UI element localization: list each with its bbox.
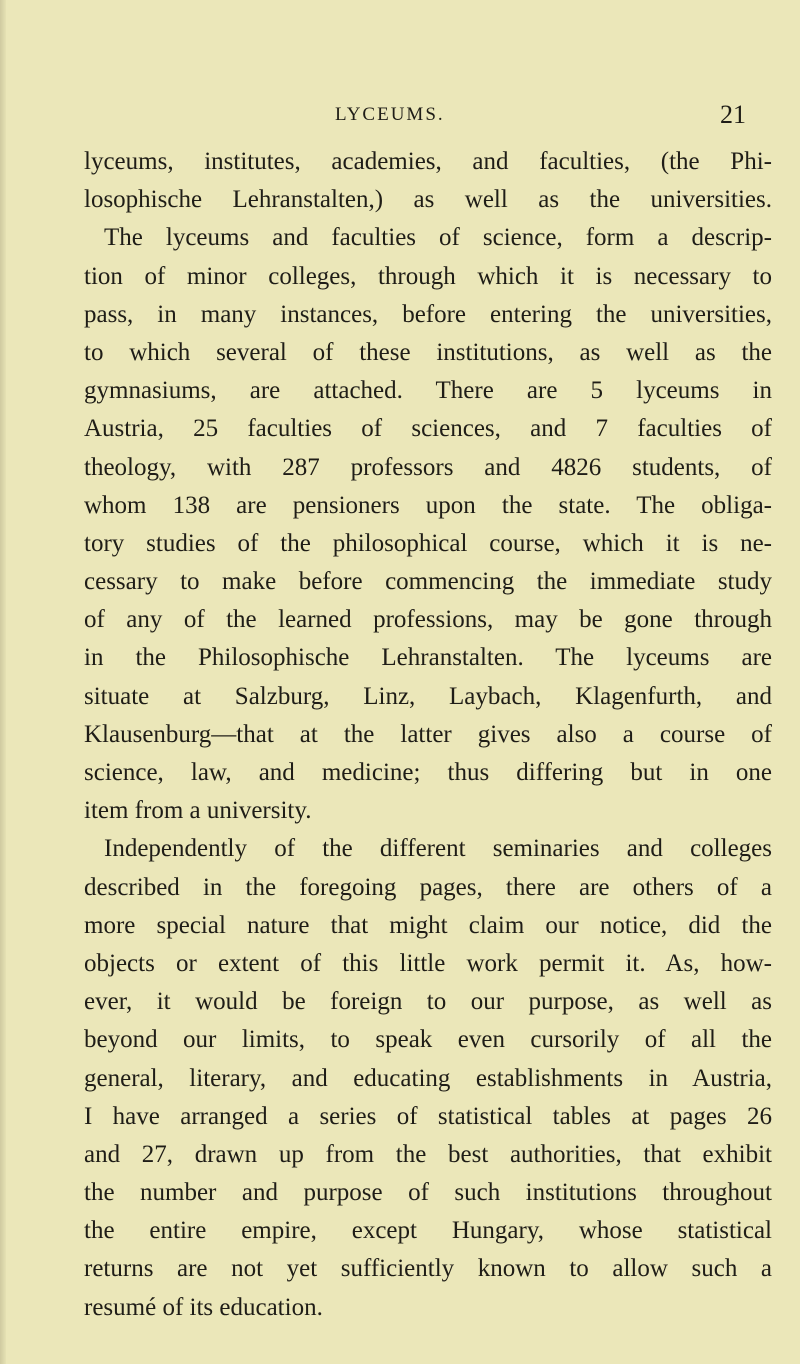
text-line: lyceums, institutes, academies, and faculties, (the Phi- (84, 148, 772, 175)
text-line: Austria, 25 faculties of sciences, and 7 faculties of (84, 415, 772, 443)
text-line: I have arranged a series of statistical tables at pages 26 (84, 1102, 772, 1130)
text-line: described in the foregoing pages, there are others of a (84, 873, 772, 901)
text-line: tion of minor colleges, through which it is necessary to (84, 262, 772, 290)
text-line: situate at Salzburg, Linz, Laybach, Klagenfurth, and (84, 682, 772, 710)
text-line: objects or extent of this little work permit it. As, how- (84, 949, 772, 977)
page-number: 21 (720, 100, 746, 129)
text-line: gymnasiums, are attached. There are 5 lyceums in (84, 377, 772, 405)
text-line: more special nature that might claim our notice, did the (84, 911, 772, 939)
text-line: pass, in many instances, before entering the universities, (84, 300, 772, 328)
text-line: in the Philosophische Lehranstalten. The lyceums are (84, 644, 772, 672)
page-edge-shadow (0, 0, 6, 1364)
body-text (84, 143, 772, 1327)
text-line: losophische Lehranstalten,) as well as the universities. (84, 186, 772, 214)
text-line: general, literary, and educating establishments in Austria, (84, 1064, 772, 1092)
text-line: the number and purpose of such institutions throughout (84, 1179, 772, 1207)
running-title: LYCEUMS. (335, 104, 445, 125)
text-line: Klausenburg—that at the latter gives also a course of (84, 720, 772, 748)
text-line: and 27, drawn up from the best authorities, that exhibit (84, 1140, 772, 1168)
text-line: science, law, and medicine; thus differing but in one (84, 759, 772, 786)
text-line: tory studies of the philosophical course, which it is ne- (84, 529, 772, 557)
text-line: the entire empire, except Hungary, whose statistical (84, 1217, 772, 1245)
text-line: The lyceums and faculties of science, form a descrip- (104, 224, 772, 252)
text-line: returns are not yet sufficiently known to allow such a (84, 1255, 772, 1283)
text-line: item from a university. (84, 797, 312, 825)
text-line: cessary to make before commencing the immediate study (84, 568, 772, 596)
text-line: resumé of its education. (84, 1293, 323, 1321)
text-line: to which several of these institutions, as well as the (84, 338, 772, 366)
text-line: theology, with 287 professors and 4826 students, of (84, 453, 772, 481)
text-line: whom 138 are pensioners upon the state. The obliga- (84, 491, 772, 519)
text-line: Independently of the different seminaries and colleges (104, 835, 772, 863)
text-line: of any of the learned professions, may be gone through (84, 606, 772, 634)
text-line: beyond our limits, to speak even cursorily of all the (84, 1026, 772, 1054)
text-line: ever, it would be foreign to our purpose, as well as (84, 988, 772, 1016)
running-head (0, 100, 800, 140)
